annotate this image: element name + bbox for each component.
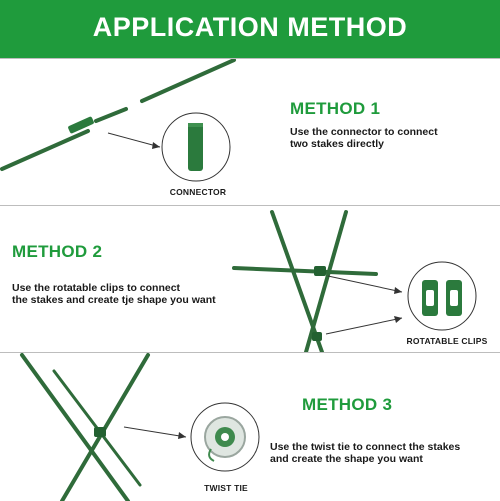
- pointer-arrow: [108, 133, 160, 147]
- twist-tie-on-stake: [94, 427, 106, 437]
- method-1-title: METHOD 1: [290, 99, 381, 118]
- method-2-desc-line1: Use the rotatable clips to connect: [12, 282, 181, 294]
- connector-on-stake: [67, 116, 94, 134]
- stake-upper: [142, 60, 234, 101]
- method-2-desc-line2: the stakes and create tje shape you want: [12, 294, 216, 306]
- method-3-desc-line2: and create the shape you want: [270, 453, 423, 465]
- method-3-title: METHOD 3: [302, 395, 393, 414]
- method-3-panel: [0, 352, 500, 501]
- method-3-illustration: [0, 353, 500, 501]
- clips-detail-circle: [408, 262, 476, 330]
- method-2-illustration: [0, 206, 500, 352]
- method-1-desc-line1: Use the connector to connect: [290, 126, 438, 138]
- clip-on-stake-bottom: [312, 332, 322, 341]
- page-title: APPLICATION METHOD: [92, 12, 408, 42]
- method-1-desc-line2: two stakes directly: [290, 138, 384, 150]
- pointer-arrow-top: [328, 276, 402, 292]
- connector-icon: [188, 123, 203, 171]
- method-2-panel: [0, 205, 500, 352]
- stake-middle: [96, 109, 126, 121]
- stake-lower: [2, 131, 88, 169]
- pointer-arrow-bottom: [326, 318, 402, 334]
- header-banner: [0, 0, 500, 58]
- method-2-title: METHOD 2: [12, 242, 103, 261]
- method-3-desc-line1: Use the twist tie to connect the stakes: [270, 441, 461, 453]
- connector-caption: CONNECTOR: [169, 187, 227, 197]
- clips-caption: ROTATABLE CLIPS: [406, 336, 488, 346]
- stake-diagonal-right: [272, 212, 322, 352]
- twist-tie-caption: TWIST TIE: [204, 483, 248, 493]
- method-1-panel: [0, 58, 500, 205]
- clip-on-stake-top: [314, 266, 326, 276]
- pointer-arrow: [124, 427, 186, 437]
- stake-horizontal: [234, 268, 376, 274]
